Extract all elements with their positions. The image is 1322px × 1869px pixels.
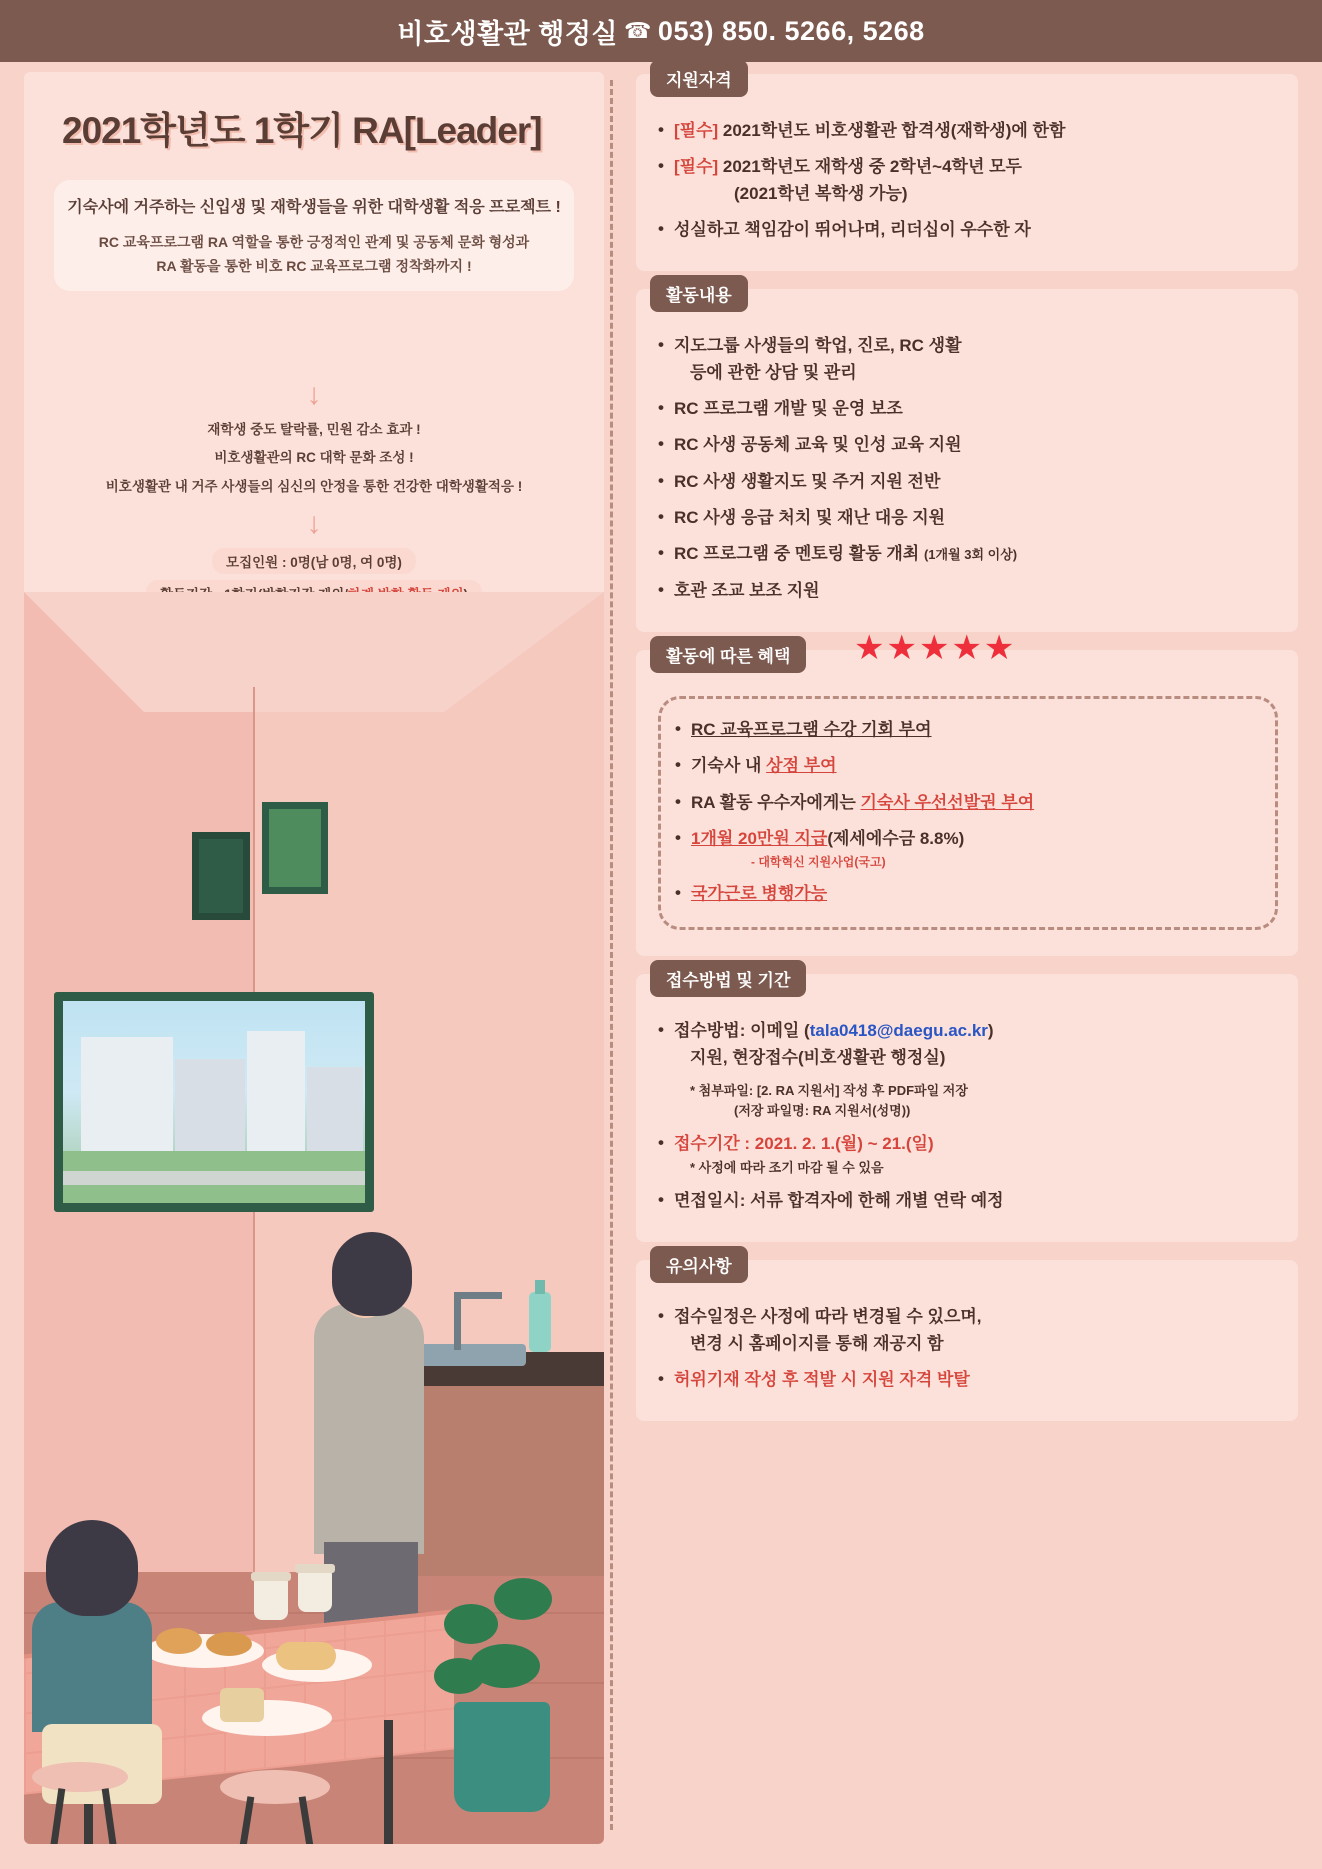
header-phone-number: 053) 850. 5266, 5268 [657,15,925,46]
list-item [658,1131,1278,1177]
cup-2 [298,1570,332,1612]
sandwich [220,1688,264,1722]
qualification-2-text: 성실하고 책임감이 뛰어나며, 리더십이 우수한 자 [674,220,1031,240]
table-leg-2 [384,1720,393,1844]
benefit-2-highlight: 기숙사 우선선발권 부여 [860,792,1035,812]
arrow-down-icon-2: ↓ [306,507,322,541]
benefit-0-underline: RC 교육프로그램 수강 기회 부여 [691,720,932,740]
notice-0-text: 접수일정은 사정에 따라 변경될 수 있으며, [674,1307,982,1327]
notice-list [658,1304,1278,1393]
building-3 [247,1031,305,1157]
section-application-tag: 접수방법 및 기간 [650,960,806,997]
stool-2 [220,1770,330,1804]
list-item [658,432,1278,458]
section-qualification-tag: 지원자격 [650,60,748,97]
building-1 [81,1037,173,1157]
list-item [675,753,1261,779]
section-benefits [636,629,1298,956]
intro-desc-line1: RC 교육프로그램 RA 역할을 통한 긍정적인 관계 및 공동체 문화 형성과 [98,234,530,250]
list-item [658,578,1278,604]
activity-5-note: (1개월 3회 이상) [923,547,1018,563]
benefit-4-highlight: 국가근로 병행가능 [691,884,828,904]
qualification-0-text: 2021학년도 비호생활관 합격생(재학생)에 한함 [718,121,1066,140]
application-email-link[interactable]: tala0418@daegu.ac.kr [809,1021,988,1041]
faucet [454,1292,461,1350]
soap-bottle [529,1292,551,1352]
list-item [658,118,1278,144]
person-standing-hair [332,1232,412,1316]
arrow-down-icon-1: ↓ [306,378,322,411]
activity-3-text: RC 사생 생활지도 및 주거 지원 전반 [674,471,941,491]
list-item [658,541,1278,567]
qualification-1-prefix: [필수] [674,157,719,177]
benefit-1-before: 기숙사 내 [691,756,767,776]
sink [416,1344,526,1366]
benefit-3-highlight: 1개월 20만원 지급 [691,829,828,849]
section-notice-tag: 유의사항 [650,1246,748,1283]
recruit-count: 모집인원 : 0명(남 0명, 여 0명) [212,548,416,574]
qualification-0-prefix: [필수] [674,121,719,140]
activity-0-text: 지도그룹 사생들의 학업, 진로, RC 생활 [674,336,962,356]
benefit-1-highlight: 상점 부여 [766,756,837,776]
notice-1-text: 허위기재 작성 후 적발 시 지원 자격 박탈 [674,1369,970,1389]
qualification-1-sub: (2021학년 복학생 가능) [734,183,908,203]
header-bar [0,0,1322,62]
intro-lead: 기숙사에 거주하는 신입생 및 재학생들을 위한 대학생활 적응 프로젝트 ! [67,199,561,216]
activity-0-sub: 등에 관한 상담 및 관리 [690,362,857,382]
application-method-suffix: ) [987,1021,994,1041]
intro-box [54,180,574,291]
list-item [658,154,1278,207]
activity-2-text: RC 사생 공동체 교육 및 인성 교육 지원 [674,435,962,455]
list-item [658,396,1278,422]
benefit-2-before: RA 활동 우수자에게는 [691,792,861,812]
activity-5-text: RC 프로그램 중 멘토링 활동 개최 [674,544,920,564]
roll-cake [276,1642,336,1670]
application-interview: 면접일시: 서류 합격자에 한해 개별 연락 예정 [674,1190,1004,1210]
activity-4-text: RC 사생 응급 처치 및 재난 대응 지원 [674,508,946,528]
plant-leaf-4 [434,1658,484,1694]
application-attach-note2: (저장 파일명: RA 지원서(성명)) [734,1103,911,1119]
section-application [636,971,1298,1242]
list-item [658,1304,1278,1357]
building-2 [175,1059,245,1157]
stool-1 [32,1762,128,1792]
section-notice [636,1257,1298,1421]
list-item [658,217,1278,243]
application-list [658,1018,1278,1214]
header-office-label: 비호생활관 행정실 [397,18,619,49]
illustration [24,592,604,1844]
benefits-list [675,717,1261,907]
list-item [658,1188,1278,1214]
croissant-2 [206,1632,252,1656]
application-method-line2: 지원, 현장접수(비호생활관 행정실) [690,1047,946,1067]
section-benefits-tag: 활동에 따른 혜택 [650,636,806,673]
notice-0-sub: 변경 시 홈페이지를 통해 재공지 함 [690,1333,944,1353]
benefits-box [658,696,1278,930]
section-activities-tag: 활동내용 [650,275,748,312]
person-seated-hair [46,1520,138,1616]
dashed-divider [610,80,613,1830]
effect-line-2: 비호생활관의 RC 대학 문화 조성 ! [214,450,414,466]
qualification-list [658,118,1278,243]
building-4 [307,1067,363,1157]
section-qualification [636,71,1298,271]
list-item [675,881,1261,907]
plant-leaf-1 [444,1604,498,1644]
list-item [675,717,1261,743]
list-item [658,1367,1278,1393]
activity-1-text: RC 프로그램 개발 및 운영 보조 [674,399,903,419]
list-item [658,505,1278,531]
list-item [658,1018,1278,1121]
application-period: 접수기간 : 2021. 2. 1.(월) ~ 21.(일) [674,1134,934,1154]
application-method-prefix: 접수방법: 이메일 ( [674,1021,810,1041]
section-activities [636,286,1298,632]
list-item [658,333,1278,386]
walkway [63,1171,365,1185]
plant-leaf-2 [494,1578,552,1620]
list-item [675,790,1261,816]
intro-desc-line2: RA 활동을 통한 비호 RC 교육프로그램 정착화까지 ! [156,257,472,274]
effect-line-1: 재학생 중도 탈락률, 민원 감소 효과 ! [207,422,421,437]
benefit-3-after: (제세에수금 8.8%) [827,829,965,849]
phone-icon: ☎ [624,18,652,43]
list-item [658,469,1278,495]
croissant-1 [156,1628,202,1654]
plant-pot [454,1702,550,1812]
person-standing-body [314,1304,424,1554]
list-item [675,826,1261,871]
effect-line-3: 비호생활관 내 거주 사생들의 심신의 안정을 통한 건강한 대학생활적응 ! [105,478,523,494]
right-panel [636,71,1298,1439]
application-period-note: * 사정에 따라 조기 마감 될 수 있음 [690,1159,884,1175]
activity-6-text: 호관 조교 보조 지원 [674,580,820,600]
activities-list [658,333,1278,604]
page-title: 2021학년도 1학기 RA[Leader] [62,110,542,151]
window-view [54,992,374,1212]
star-rating-icon: ★★★★★ [854,629,1017,668]
person-seated-body [32,1602,152,1732]
cup-1 [254,1578,288,1620]
qualification-1-text: 2021학년도 재학생 중 2학년~4학년 모두 [718,157,1022,177]
benefit-3-note: - 대학혁신 지원사업(국고) [751,854,886,869]
picture-frame-1 [192,832,250,920]
left-panel [24,72,604,1844]
application-attach-note: * 첨부파일: [2. RA 지원서] 작성 후 PDF파일 저장 [690,1083,968,1099]
picture-frame-2 [262,802,328,894]
